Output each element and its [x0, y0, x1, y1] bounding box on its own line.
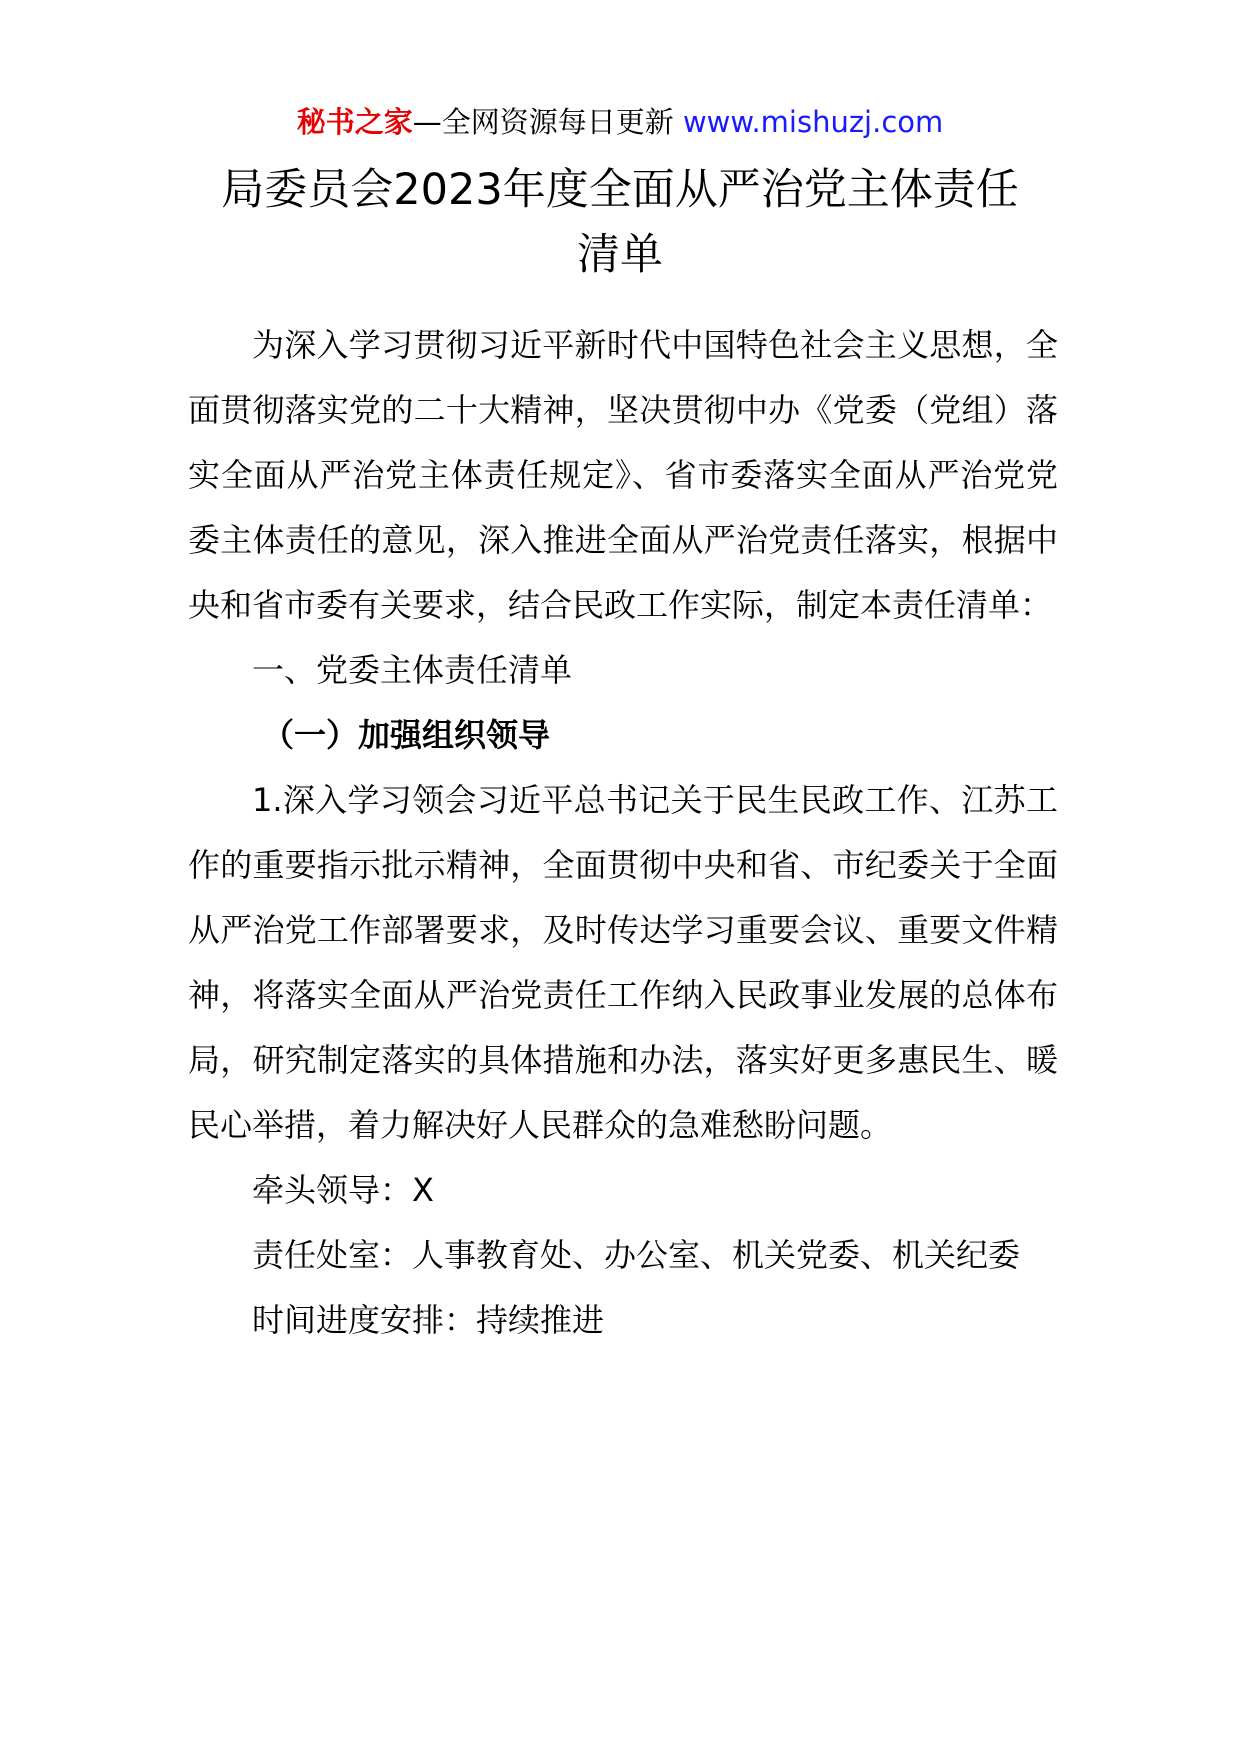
lead-leader: 牵头领导：X [252, 1171, 434, 1209]
section-heading: 一、党委主体责任清单 [252, 651, 573, 689]
watermark-header [0, 102, 1240, 142]
brand-name: 秘书之家 [296, 105, 413, 139]
responsible-departments: 责任处室：人事教育处、办公室、机关党委、机关纪委 [252, 1236, 1021, 1274]
document-title [170, 158, 1070, 288]
subsection-heading: （一）加强组织领导 [262, 716, 551, 754]
item-paragraph: 1.深入学习领会习近平总书记关于民生民政工作、江苏工作的重要指示批示精神，全面贯彻中央和省、市纪委关于全面从严治党工作部署要求，及时传达学习重要会议、重要文件精神，将落实全面从严治党责任工作纳入民政事业发展的总体布局，研究制定落实的具体措施和办法，落实好更多惠民生、暖民心举措，着力解决好人民群众的急难愁盼问题。 [188, 781, 1058, 1144]
intro-paragraph: 为深入学习贯彻习近平新时代中国特色社会主义思想，全面贯彻落实党的二十大精神，坚决贯彻中办《党委（党组）落实全面从严治党主体责任规定》、省市委落实全面从严治党党委主体责任的意见，深入推进全面从严治党责任落实，根据中央和省市委有关要求，结合民政工作实际，制定本责任清单： [188, 326, 1058, 624]
header-tagline: —全网资源每日更新 [412, 105, 683, 139]
site-url-link[interactable]: www.mishuzj.com [682, 105, 944, 139]
title-line-1: 局委员会2023年度全面从严治党主体责任 [221, 165, 1019, 215]
schedule: 时间进度安排：持续推进 [252, 1301, 605, 1339]
document-body [188, 313, 1058, 1353]
title-line-2: 清单 [577, 230, 663, 280]
